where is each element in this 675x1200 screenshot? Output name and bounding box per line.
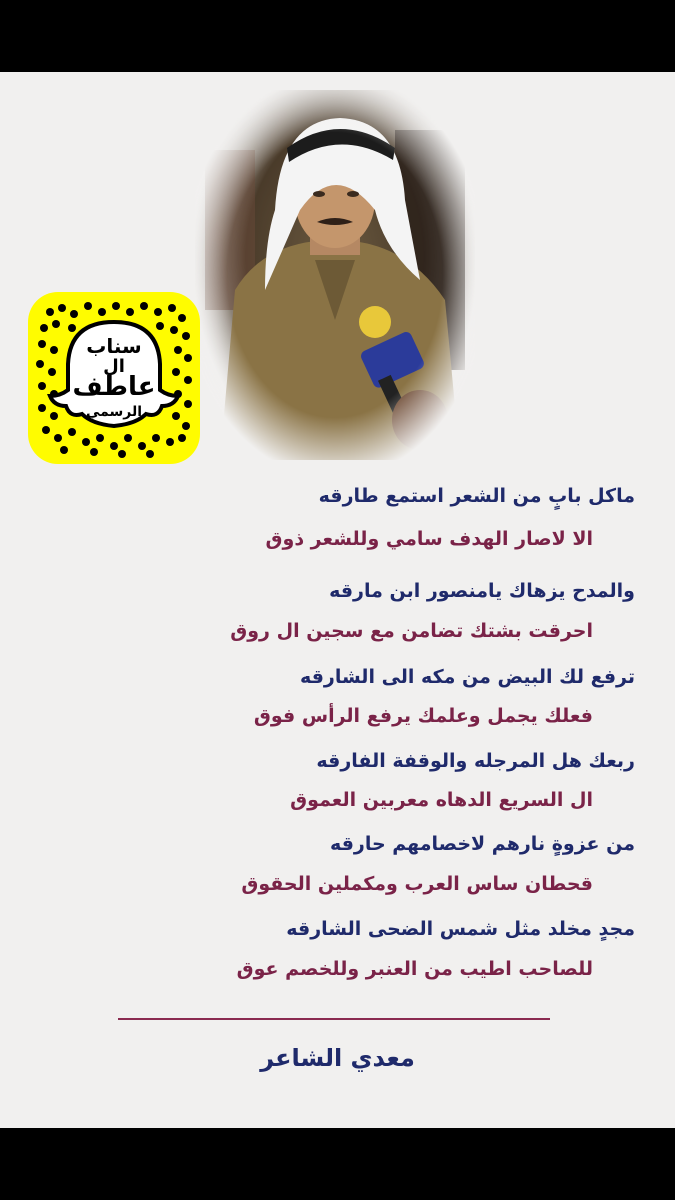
poet-figure xyxy=(195,90,475,460)
bottom-black-bar xyxy=(0,1128,675,1200)
poet-signature: معدي الشاعر xyxy=(260,1044,415,1072)
top-black-bar xyxy=(0,0,675,72)
verse-5-second-half: قحطان ساس العرب ومكملين الحقوق xyxy=(241,873,593,895)
verse-4-first-half: ربعك هل المرجله والوقفة الفارقه xyxy=(316,750,635,772)
snapcode-line3: عاطف xyxy=(72,372,156,402)
verse-3-second-half: فعلك يجمل وعلمك يرفع الرأس فوق xyxy=(253,705,593,727)
snapcode-line2: ال xyxy=(103,356,125,377)
signature-divider xyxy=(118,1018,550,1020)
verse-6-second-half: للصاحب اطيب من العنبر وللخصم عوق xyxy=(236,958,593,980)
verse-6-first-half: مجدٍ مخلد مثل شمس الضحى الشارقه xyxy=(286,918,635,940)
verse-2-second-half: احرقت بشتك تضامن مع سجين ال روق xyxy=(230,620,593,642)
verse-4-second-half: ال السريع الدهاه معربين العموق xyxy=(290,789,593,811)
verse-2-first-half: والمدح يزهاك يامنصور ابن مارقه xyxy=(329,580,635,602)
snapcode[interactable] xyxy=(28,292,200,464)
verse-3-first-half: ترفع لك البيض من مكه الى الشارقه xyxy=(299,666,635,688)
poet-photo xyxy=(195,90,475,460)
verse-1-first-half: ماكل بابٍ من الشعر استمع طارقه xyxy=(318,485,635,507)
snapcode-line4: الرسمي xyxy=(85,404,143,420)
poem-card xyxy=(0,72,675,1128)
verse-1-second-half: الا لاصار الهدف سامي وللشعر ذوق xyxy=(265,528,593,550)
snapcode-line1: سناب xyxy=(86,334,142,358)
verse-5-first-half: من عزوةٍ نارهم لاخصامهم حارقه xyxy=(329,833,635,855)
